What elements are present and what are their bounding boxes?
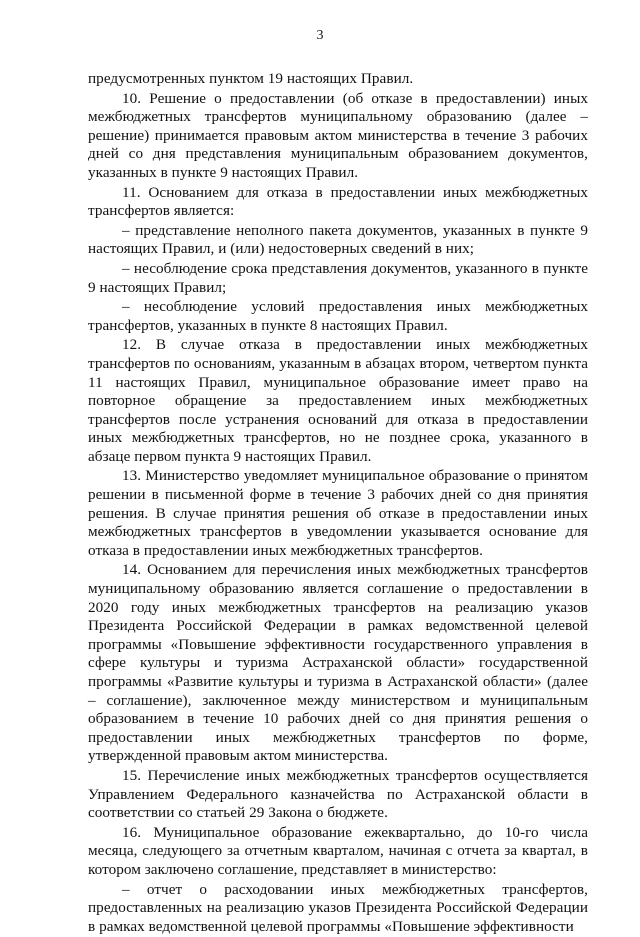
paragraph-13: 13. Министерство уведомляет муниципальное образование о принятом решении в письменной форме в течение 3 рабочих дней со дня принятия решения. В случае принятия решения об отказе в предоставлении иных межбюджетных трансфертов в уведомлении указывается основание для отказа в предоставлении иных межбюджетных трансфертов. — [88, 467, 588, 559]
paragraph-11-item-3: – несоблюдение условий предоставления иных межбюджетных трансфертов, указанных в пункте 8 настоящих Правил. — [88, 298, 588, 334]
paragraph-12: 12. В случае отказа в предоставлении иных межбюджетных трансфертов по основаниям, указанным в абзацах втором, четвертом пункта 11 настоящих Правил, муниципальное образование имеет право на повторное обращение за предоставлением иных межбюджетных трансфертов после устранения оснований для отказа в предоставлении иных межбюджетных трансфертов, но не позднее срока, указанного в абзаце первом пункта 9 настоящих Правил. — [88, 336, 588, 465]
document-body — [88, 70, 588, 937]
paragraph-16-item-1: – отчет о расходовании иных межбюджетных трансфертов, предоставленных на реализацию указов Президента Российской Федерации в рамках ведомственной целевой программы «Повышение эффективности — [88, 880, 588, 935]
paragraph-15: 15. Перечисление иных межбюджетных трансфертов осуществляется Управлением Федерального казначейства по Астраханской области в соответствии со статьей 29 Закона о бюджете. — [88, 766, 588, 822]
paragraph-14: 14. Основанием для перечисления иных межбюджетных трансфертов муниципальному образованию является соглашение о предоставлении в 2020 году иных межбюджетных трансфертов на реализацию указов Президента Российской Федерации в рамках ведомственной целевой программы «Повышение эффективности государственного управления в сфере культуры и туризма Астраханской области» государственной программы «Развитие культуры и туризма в Астраханской области» (далее – соглашение), заключенное между министерством и муниципальным образованием в течение 10 рабочих дней со дня принятия решения о предоставлении иных межбюджетных трансфертов по форме, утвержденной правовым актом министерства. — [88, 561, 588, 765]
paragraph-11-item-1: – представление неполного пакета документов, указанных в пункте 9 настоящих Правил, и (или) недостоверных сведений в них; — [88, 221, 588, 258]
page-number: 3 — [316, 28, 324, 43]
paragraph-continuation: предусмотренных пунктом 19 настоящих Правил. — [88, 70, 414, 87]
paragraph-16: 16. Муниципальное образование ежеквартально, до 10-го числа месяца, следующего за отчетным кварталом, начиная с отчета за квартал, в котором заключено соглашение, представляет в министерство: — [88, 823, 588, 878]
paragraph-11: 11. Основанием для отказа в предоставлении иных межбюджетных трансфертов является: — [88, 183, 588, 220]
paragraph-10: 10. Решение о предоставлении (об отказе в предоставлении) иных межбюджетных трансфертов муниципальному образованию (далее – решение) принимается правовым актом министерства в течение 3 рабочих дней со дня представления муниципальным образованием документов, указанных в пункте 9 настоящих Правил. — [88, 89, 588, 181]
paragraph-11-item-2: – несоблюдение срока представления документов, указанного в пункте 9 настоящих Правил; — [88, 259, 588, 296]
